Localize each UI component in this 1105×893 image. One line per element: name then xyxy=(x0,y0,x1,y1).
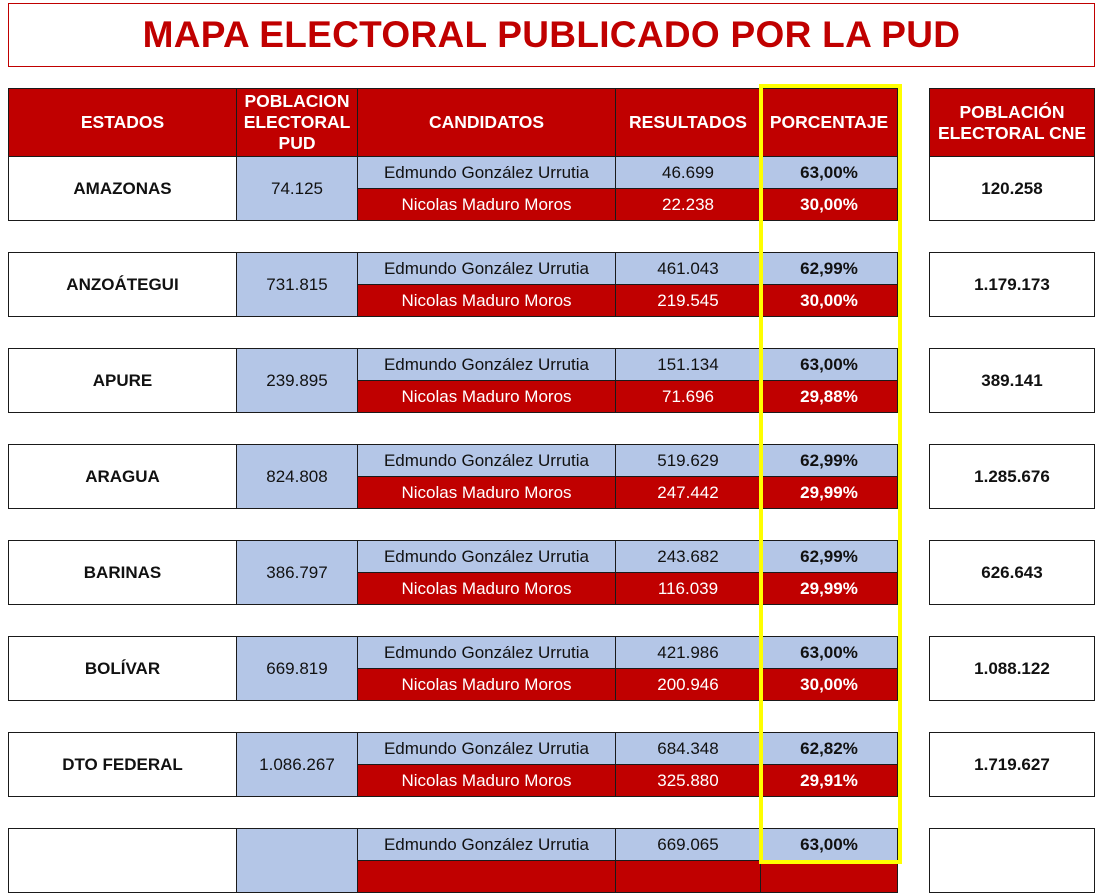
candidate-percentage: 29,91% xyxy=(760,764,898,797)
candidate-result: 325.880 xyxy=(615,764,761,797)
candidate-percentage: 30,00% xyxy=(760,284,898,317)
candidate-name xyxy=(357,860,616,893)
candidate-percentage: 62,82% xyxy=(760,732,898,765)
candidate-name: Nicolas Maduro Moros xyxy=(357,380,616,413)
header-cne: POBLACIÓN ELECTORAL CNE xyxy=(929,88,1095,157)
candidate-result: 519.629 xyxy=(615,444,761,477)
candidate-name: Nicolas Maduro Moros xyxy=(357,572,616,605)
candidate-result: 46.699 xyxy=(615,156,761,189)
poblacion-pud: 1.086.267 xyxy=(236,732,358,797)
header-porcentaje: PORCENTAJE xyxy=(760,88,898,157)
candidate-result: 22.238 xyxy=(615,188,761,221)
header-candidatos: CANDIDATOS xyxy=(357,88,616,157)
candidate-result: 116.039 xyxy=(615,572,761,605)
candidate-result: 421.986 xyxy=(615,636,761,669)
candidate-name: Edmundo González Urrutia xyxy=(357,252,616,285)
candidate-result: 461.043 xyxy=(615,252,761,285)
poblacion-cne: 120.258 xyxy=(929,156,1095,221)
candidate-result: 71.696 xyxy=(615,380,761,413)
candidate-percentage: 30,00% xyxy=(760,668,898,701)
poblacion-cne: 1.719.627 xyxy=(929,732,1095,797)
candidate-percentage: 29,99% xyxy=(760,572,898,605)
candidate-percentage: 30,00% xyxy=(760,188,898,221)
candidate-result: 151.134 xyxy=(615,348,761,381)
candidate-name: Edmundo González Urrutia xyxy=(357,348,616,381)
candidate-percentage xyxy=(760,860,898,893)
state-name: APURE xyxy=(8,348,237,413)
candidate-result: 243.682 xyxy=(615,540,761,573)
title-banner xyxy=(8,3,1095,67)
candidate-percentage: 63,00% xyxy=(760,828,898,861)
header-resultados: RESULTADOS xyxy=(615,88,761,157)
candidate-name: Nicolas Maduro Moros xyxy=(357,284,616,317)
poblacion-pud: 239.895 xyxy=(236,348,358,413)
poblacion-cne: 1.179.173 xyxy=(929,252,1095,317)
poblacion-pud: 824.808 xyxy=(236,444,358,509)
candidate-result: 684.348 xyxy=(615,732,761,765)
state-name: ARAGUA xyxy=(8,444,237,509)
state-name xyxy=(8,828,237,893)
candidate-name: Edmundo González Urrutia xyxy=(357,828,616,861)
candidate-name: Nicolas Maduro Moros xyxy=(357,668,616,701)
poblacion-cne: 389.141 xyxy=(929,348,1095,413)
state-name: BARINAS xyxy=(8,540,237,605)
state-name: AMAZONAS xyxy=(8,156,237,221)
header-estados: ESTADOS xyxy=(8,88,237,157)
candidate-name: Nicolas Maduro Moros xyxy=(357,188,616,221)
poblacion-cne: 1.285.676 xyxy=(929,444,1095,509)
poblacion-pud: 669.819 xyxy=(236,636,358,701)
state-name: DTO FEDERAL xyxy=(8,732,237,797)
page-title: MAPA ELECTORAL PUBLICADO POR LA PUD xyxy=(142,14,961,55)
candidate-result: 669.065 xyxy=(615,828,761,861)
candidate-name: Nicolas Maduro Moros xyxy=(357,476,616,509)
candidate-name: Edmundo González Urrutia xyxy=(357,156,616,189)
candidate-percentage: 29,88% xyxy=(760,380,898,413)
poblacion-cne: 626.643 xyxy=(929,540,1095,605)
candidate-name: Edmundo González Urrutia xyxy=(357,732,616,765)
candidate-percentage: 29,99% xyxy=(760,476,898,509)
candidate-percentage: 62,99% xyxy=(760,444,898,477)
poblacion-pud: 74.125 xyxy=(236,156,358,221)
poblacion-pud: 386.797 xyxy=(236,540,358,605)
candidate-result: 247.442 xyxy=(615,476,761,509)
candidate-percentage: 63,00% xyxy=(760,636,898,669)
poblacion-pud xyxy=(236,828,358,893)
state-name: ANZOÁTEGUI xyxy=(8,252,237,317)
candidate-percentage: 62,99% xyxy=(760,252,898,285)
candidate-percentage: 63,00% xyxy=(760,156,898,189)
state-name: BOLÍVAR xyxy=(8,636,237,701)
candidate-result: 200.946 xyxy=(615,668,761,701)
poblacion-pud: 731.815 xyxy=(236,252,358,317)
poblacion-cne xyxy=(929,828,1095,893)
poblacion-cne: 1.088.122 xyxy=(929,636,1095,701)
candidate-name: Nicolas Maduro Moros xyxy=(357,764,616,797)
candidate-percentage: 63,00% xyxy=(760,348,898,381)
header-poblacion: POBLACION ELECTORAL PUD xyxy=(236,88,358,157)
candidate-name: Edmundo González Urrutia xyxy=(357,540,616,573)
candidate-result: 219.545 xyxy=(615,284,761,317)
candidate-name: Edmundo González Urrutia xyxy=(357,636,616,669)
candidate-percentage: 62,99% xyxy=(760,540,898,573)
candidate-name: Edmundo González Urrutia xyxy=(357,444,616,477)
candidate-result xyxy=(615,860,761,893)
